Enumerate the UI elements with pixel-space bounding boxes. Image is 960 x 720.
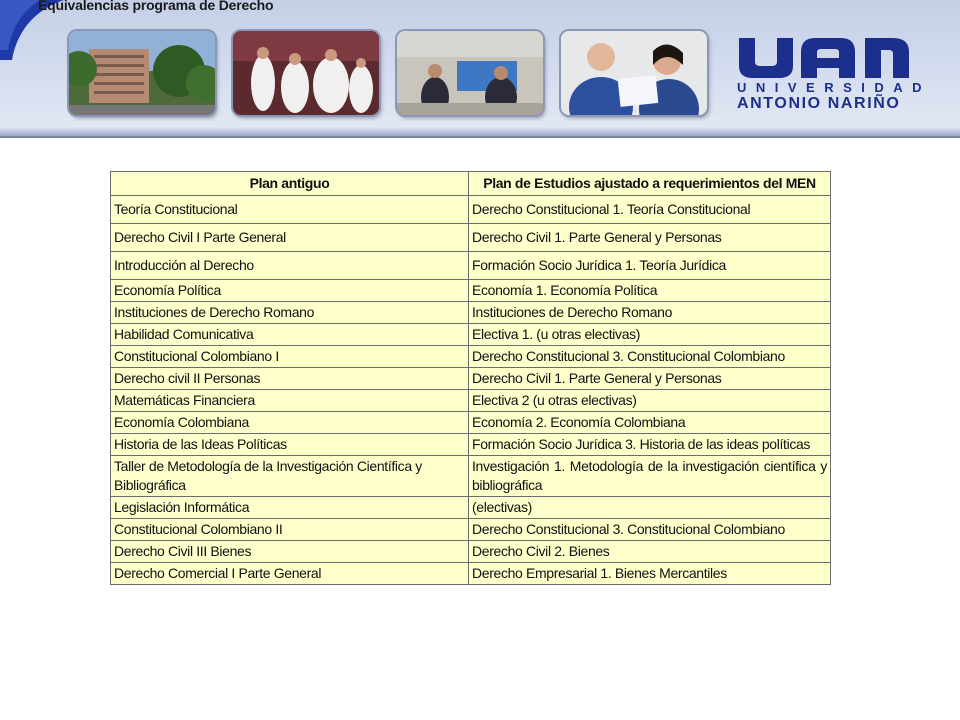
table-row	[111, 368, 831, 390]
table-row	[111, 456, 831, 497]
new-course-cell: (electivas)	[469, 497, 831, 519]
old-course-cell: Derecho civil II Personas	[111, 368, 469, 390]
table-row	[111, 324, 831, 346]
campus-photo	[69, 31, 215, 115]
old-course-cell: Taller de Metodología de la Investigación Científica y Bibliográfica	[111, 456, 469, 497]
nurses-photo	[561, 31, 707, 115]
students-photo	[397, 31, 543, 115]
slide-title: Equivalencias programa de Derecho	[38, 0, 274, 13]
new-course-cell: Derecho Constitucional 3. Constitucional Colombiano	[469, 519, 831, 541]
new-course-cell: Derecho Constitucional 1. Teoría Constitucional	[469, 196, 831, 224]
table-row	[111, 196, 831, 224]
uan-logo-letters	[737, 36, 933, 80]
new-course-cell: Derecho Civil 1. Parte General y Personas	[469, 224, 831, 252]
old-course-cell: Legislación Informática	[111, 497, 469, 519]
slide-header	[0, 0, 960, 136]
header-band	[0, 126, 960, 136]
table-row	[111, 346, 831, 368]
old-course-cell: Constitucional Colombiano I	[111, 346, 469, 368]
uan-logo	[733, 36, 933, 120]
table-row	[111, 302, 831, 324]
header-divider	[0, 136, 960, 138]
table-row	[111, 224, 831, 252]
logo-line-antonio-narino: ANTONIO NARIÑO	[737, 95, 901, 112]
new-course-cell: Derecho Civil 2. Bienes	[469, 541, 831, 563]
old-course-cell: Introducción al Derecho	[111, 252, 469, 280]
table-row	[111, 412, 831, 434]
old-course-cell: Instituciones de Derecho Romano	[111, 302, 469, 324]
table-row	[111, 541, 831, 563]
new-course-cell: Electiva 2 (u otras electivas)	[469, 390, 831, 412]
new-course-cell: Formación Socio Jurídica 3. Historia de las ideas políticas	[469, 434, 831, 456]
old-course-cell: Habilidad Comunicativa	[111, 324, 469, 346]
table-header-row	[111, 172, 831, 196]
dance-photo	[233, 31, 379, 115]
old-course-cell: Economía Política	[111, 280, 469, 302]
old-course-cell: Economía Colombiana	[111, 412, 469, 434]
table-row	[111, 252, 831, 280]
equivalence-table	[110, 171, 831, 585]
table-row	[111, 390, 831, 412]
new-course-cell: Economía 2. Economía Colombiana	[469, 412, 831, 434]
new-course-cell: Investigación 1. Metodología de la investigación científica y bibliográfica	[469, 456, 831, 497]
table-row	[111, 563, 831, 585]
table-row	[111, 519, 831, 541]
table-row	[111, 434, 831, 456]
old-course-cell: Teoría Constitucional	[111, 196, 469, 224]
logo-line-universidad: UNIVERSIDAD	[737, 80, 932, 95]
table-row	[111, 497, 831, 519]
column-header-old-plan: Plan antiguo	[111, 172, 469, 196]
new-course-cell: Derecho Constitucional 3. Constitucional Colombiano	[469, 346, 831, 368]
new-course-cell: Derecho Empresarial 1. Bienes Mercantiles	[469, 563, 831, 585]
old-course-cell: Matemáticas Financiera	[111, 390, 469, 412]
new-course-cell: Instituciones de Derecho Romano	[469, 302, 831, 324]
new-course-cell: Formación Socio Jurídica 1. Teoría Jurídica	[469, 252, 831, 280]
old-course-cell: Historia de las Ideas Políticas	[111, 434, 469, 456]
column-header-new-plan: Plan de Estudios ajustado a requerimientos del MEN	[469, 172, 831, 196]
old-course-cell: Constitucional Colombiano II	[111, 519, 469, 541]
old-course-cell: Derecho Civil I Parte General	[111, 224, 469, 252]
new-course-cell: Derecho Civil 1. Parte General y Personas	[469, 368, 831, 390]
old-course-cell: Derecho Civil III Bienes	[111, 541, 469, 563]
new-course-cell: Electiva 1. (u otras electivas)	[469, 324, 831, 346]
table-row	[111, 280, 831, 302]
old-course-cell: Derecho Comercial I Parte General	[111, 563, 469, 585]
new-course-cell: Economía 1. Economía Política	[469, 280, 831, 302]
